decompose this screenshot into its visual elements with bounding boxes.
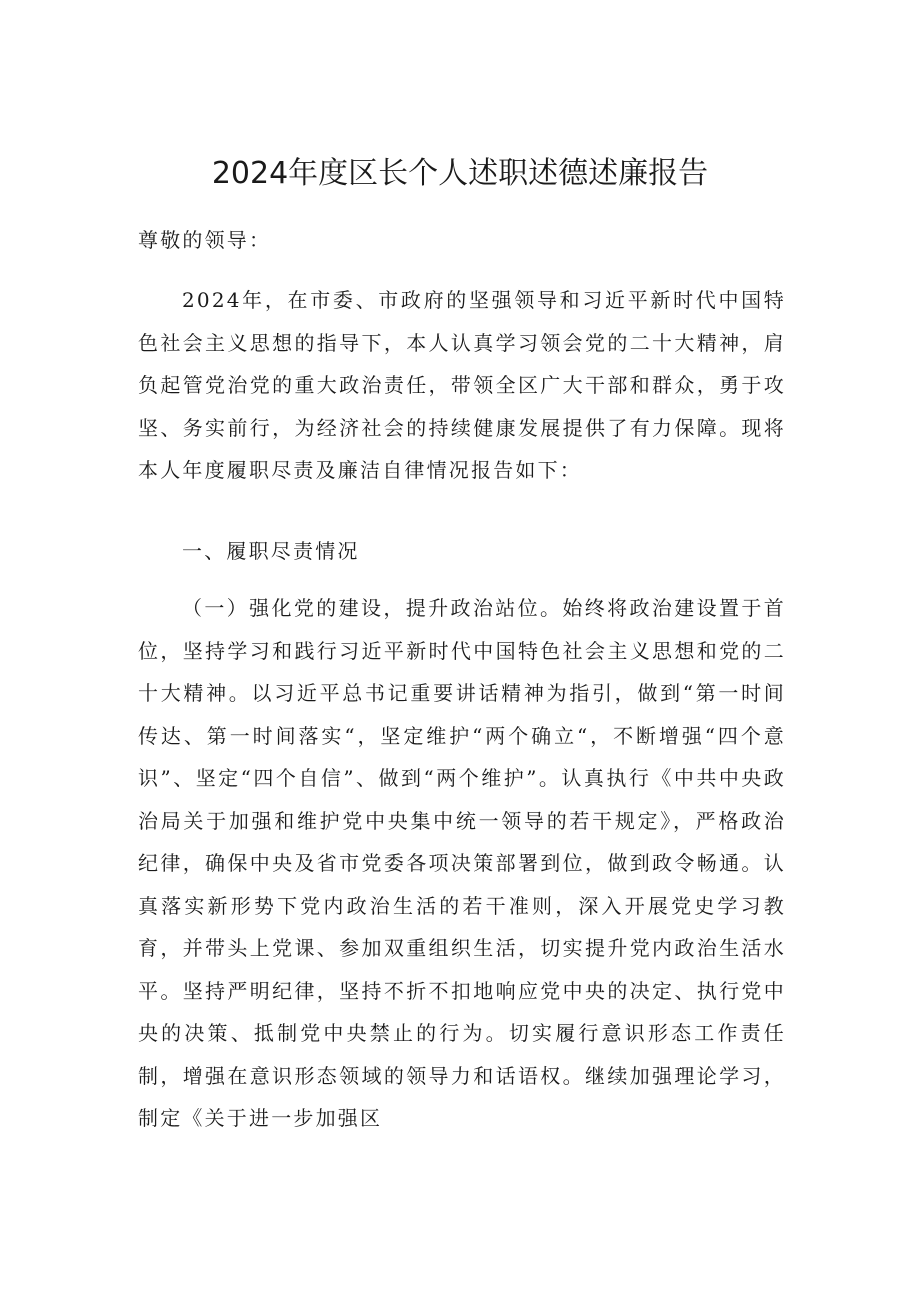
section-paragraph: （一）强化党的建设，提升政治站位。始终将政治建设置于首位，坚持学习和践行习近平新时代中国特色社会主义思想和党的二十大精神。以习近平总书记重要讲话精神为指引，做到“第一时间传达、第一时间落实“，坚定维护“两个确立“，不断增强“四个意识”、坚定“四个自信”、做到“两个维护”。认真执行《中共中央政治局关于加强和维护党中央集中统一领导的若干规定》，严格政治纪律，确保中央及省市党委各项决策部署到位，做到政令畅通。认真落实新形势下党内政治生活的若干准则，深入开展党史学习教育，并带头上党课、参加双重组织生活，切实提升党内政治生活水平。坚持严明纪律，坚持不折不扣地响应党中央的决定、执行党中央的决策、抵制党中央禁止的行为。切实履行意识形态工作责任制，增强在意识形态领域的领导力和话语权。继续加强理论学习，制定《关于进一步加强区 (138, 596, 786, 1130)
intro-paragraph: 2024年，在市委、市政府的坚强领导和习近平新时代中国特色社会主义思想的指导下，本人认真学习领会党的二十大精神，肩负起管党治党的重大政治责任，带领全区广大干部和群众，勇于攻坚、务实前行，为经济社会的持续健康发展提供了有力保障。现将本人年度履职尽责及廉洁自律情况报告如下： (138, 288, 786, 482)
salutation: 尊敬的领导： (138, 228, 272, 252)
section-heading: 一、履职尽责情况 (182, 539, 360, 563)
document-title: 2024年度区长个人述职述德述廉报告 (211, 156, 709, 191)
